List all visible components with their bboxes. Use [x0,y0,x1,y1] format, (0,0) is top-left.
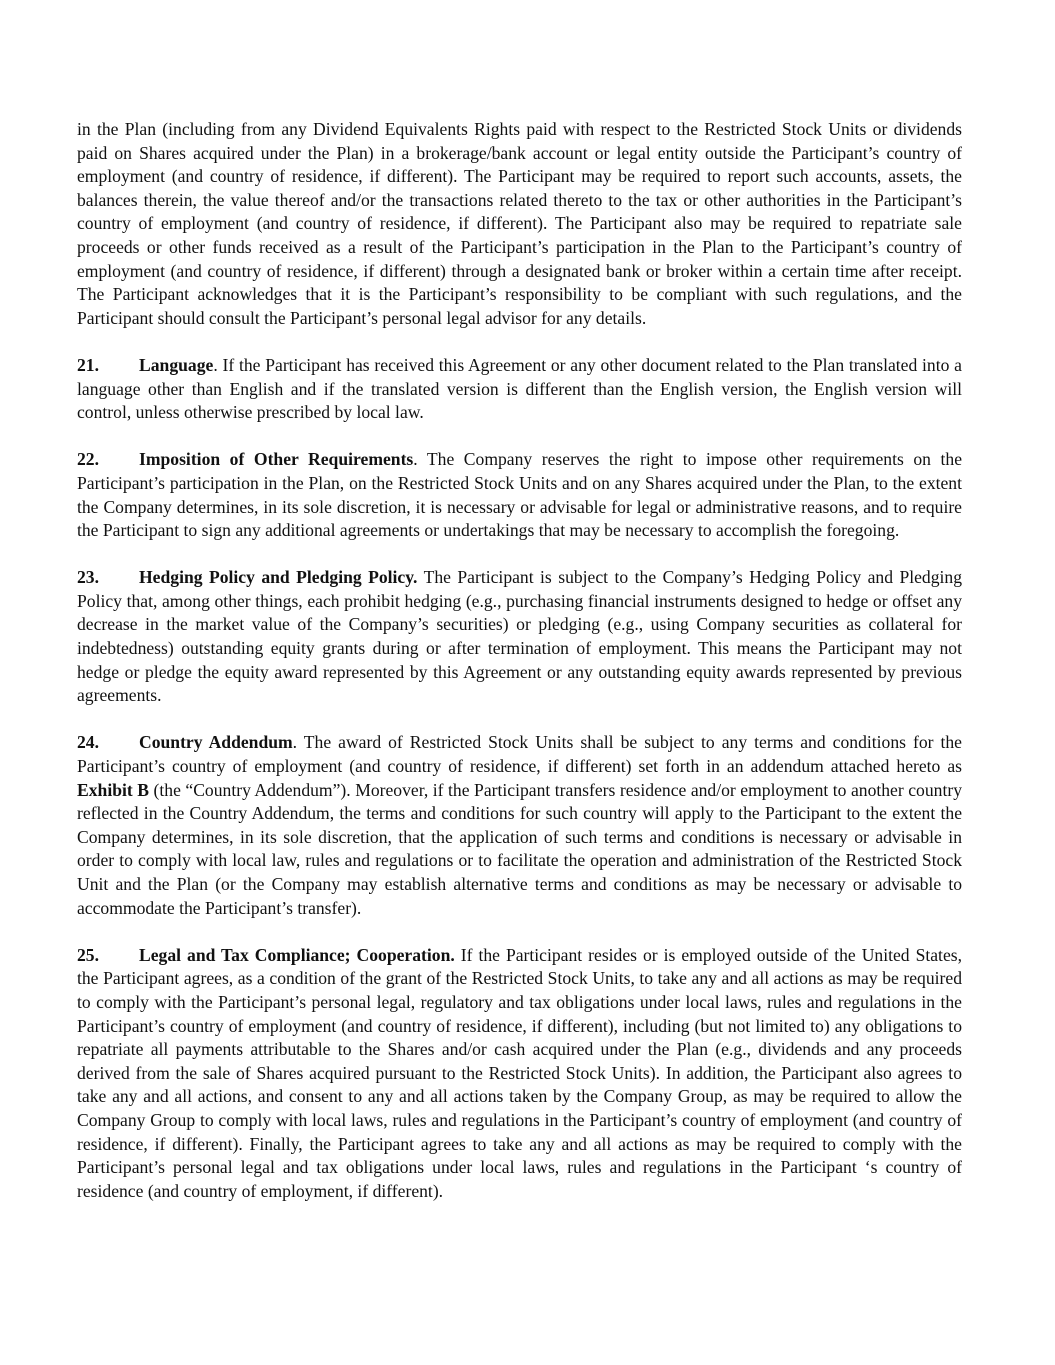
section-21 [77,354,962,425]
section-25 [77,944,962,1204]
section-number: 24. [77,732,99,753]
section-number: 25. [77,944,99,965]
document-page [77,118,962,1227]
section-number: 23. [77,567,99,588]
section-body: If the Participant resides or is employed outside of the United States, the Participant agrees, as a condition of the grant of the Restricted Stock Units, to take any and all actions as may be required to comply with the Participant’s personal legal, regulatory and tax obligations under local laws, rules and regulations in the Participant’s country of employment (and country of residence, if different), including (but not limited to) any obligations to repatriate all payments attributable to the Shares and/or cash acquired under the Plan (e.g., dividends and any proceeds derived from the sale of Shares acquired pursuant to the Restricted Stock Units). In addition, the Participant also agrees to take any and all actions, and consent to any and all actions taken by the Company Group, as may be required to allow the Company Group to comply with local laws, rules and regulations in the Participant’s country of employment (and country of residence, if different). Finally, the Participant agrees to take any and all actions as may be required to comply with the Participant’s personal legal and tax obligations under local laws, rules and regulations in the Participant ‘s country of residence (and country of employment, if different). [77,944,962,1201]
section-heading-suffix: . [292,732,298,753]
exhibit-reference: Exhibit B [77,779,149,800]
continuation-paragraph: in the Plan (including from any Dividend Equivalents Rights paid with respect to the Restricted Stock Units or dividends paid on Shares acquired under the Plan) in a brokerage/bank account or legal entity outside the Participant’s country of employment (and country of residence, if different). The Participant may be required to report such accounts, assets, the balances therein, the value thereof and/or the transactions related thereto to the tax or other authorities in the Participant’s country of employment (and country of residence, if different). The Participant also may be required to repatriate sale proceeds or other funds received as a result of the Participant’s participation in the Plan to the Participant’s country of employment (and country of residence, if different) through a designated bank or broker within a certain time after receipt. The Participant acknowledges that it is the Participant’s responsibility to be compliant with such regulations, and the Participant should consult the Participant’s personal legal advisor for any details. [77,119,962,328]
section-body-after: (the “Country Addendum”). Moreover, if the Participant transfers residence and/or employment to another country reflected in the Country Addendum, the terms and conditions for such country will apply to the Participant to the extent the Company determines, in its sole discretion, that the application of such terms and conditions is necessary or advisable in order to comply with local law, rules and regulations or to facilitate the operation and administration of the Restricted Stock Unit and the Plan (or the Company may establish alternative terms and conditions as may be necessary or advisable to accommodate the Participant’s transfer). [77,779,962,918]
section-22 [77,448,962,542]
section-heading: Imposition of Other Requirements [139,449,414,470]
section-body: The Participant is subject to the Company’s Hedging Policy and Pledging Policy that, among other things, each prohibit hedging (e.g., purchasing financial instruments designed to hedge or offset any decrease in the market value of the Company’s securities) or pledging (e.g., using Company securities as collateral for indebtedness) outstanding equity grants during or after termination of employment. This means the Participant may not hedge or pledge the equity award represented by this Agreement or any outstanding equity awards represented by previous agreements. [77,567,962,706]
section-number: 22. [77,449,99,470]
section-body: The Company reserves the right to impose other requirements on the Participant’s participation in the Plan, on the Restricted Stock Units and on any Shares acquired under the Plan, to the extent the Company determines, in its sole discretion, it is necessary or advisable for legal or administrative reasons, and to require the Participant to sign any additional agreements or undertakings that may be necessary to accomplish the foregoing. [77,449,963,541]
section-heading: Hedging Policy and Pledging Policy. [139,567,418,588]
section-24 [77,731,962,920]
section-heading: Legal and Tax Compliance; Cooperation. [139,944,455,965]
section-23 [77,566,962,708]
section-heading-suffix: . [213,354,218,375]
section-heading-suffix: . [413,449,418,470]
section-number: 21. [77,354,99,375]
section-body: If the Participant has received this Agreement or any other document related to the Plan translated into a language other than English and if the translated version is different than the English version, the English version will control, unless otherwise prescribed by local law. [77,354,962,423]
section-heading: Language [139,354,214,375]
section-heading: Country Addendum [139,732,293,753]
section-body-before: The award of Restricted Stock Units shall be subject to any terms and conditions for the Participant’s country of employment (and country of residence, if different) set forth in an addendum attached hereto as [77,732,962,777]
